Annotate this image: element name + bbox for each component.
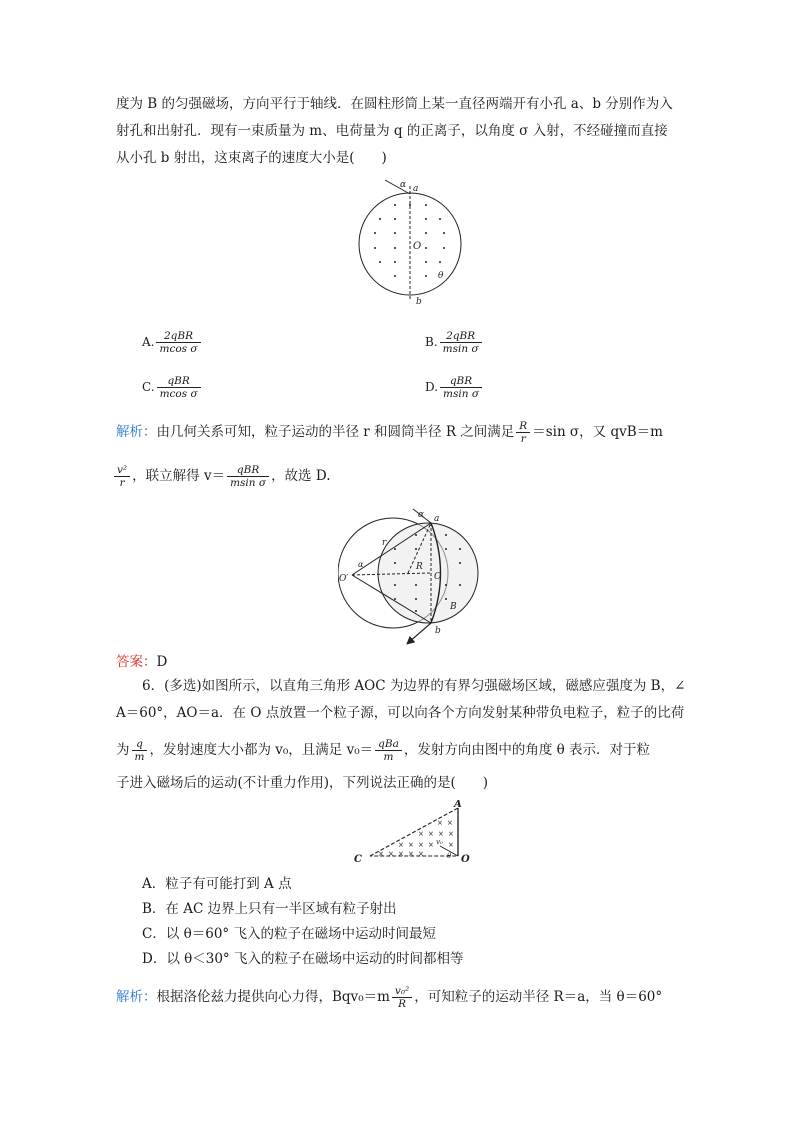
option-d: D. $\frac{\text{qBR}}{\text{msin σ}}$ xyxy=(425,375,484,400)
svg-text:×: × xyxy=(438,830,444,838)
label-r: r xyxy=(382,538,387,548)
option-a: A. $\frac{\text{2qBR}}{\text{mcos σ}}$ xyxy=(142,330,203,355)
answer-value: D xyxy=(156,654,168,670)
label-C: C xyxy=(354,854,362,865)
svg-text:×: × xyxy=(398,850,404,858)
q6-option-c: C．以 θ＝60° 飞入的粒子在磁场中运动时间最短 xyxy=(142,926,436,942)
svg-text:×: × xyxy=(408,841,414,849)
label-a: a xyxy=(413,184,419,194)
solution1-line-1: 解析：由几何关系可知，粒子运动的半径 r 和圆筒半径 R 之间满足 $\frac{R}{r}$ ＝sin σ，又 qvB＝m xyxy=(116,420,663,445)
figure-cylinder-cross-section xyxy=(340,172,480,312)
svg-text:×: × xyxy=(448,830,454,838)
label-R: R xyxy=(416,562,423,572)
label-theta: θ xyxy=(438,271,444,281)
question5-line-3: 从小孔 b 射出，这束离子的速度大小是( ) xyxy=(116,150,387,166)
solution-tag: 解析： xyxy=(116,424,157,440)
label-b: b xyxy=(416,297,422,307)
svg-text:×: × xyxy=(448,841,454,849)
svg-text:×: × xyxy=(447,819,453,827)
q6-option-b: B．在 AC 边界上只有一半区域有粒子射出 xyxy=(142,901,397,917)
label-o: O xyxy=(434,572,442,582)
label-b: b xyxy=(435,626,441,636)
svg-text:×: × xyxy=(418,850,424,858)
label-A: A xyxy=(454,800,462,810)
incident-ray xyxy=(385,180,410,194)
q6-option-d: D．以 θ＜30° 飞入的粒子在磁场中运动的时间都相等 xyxy=(142,951,464,967)
label-alpha-top: α xyxy=(418,510,425,520)
label-alpha: α xyxy=(400,180,407,190)
label-o: O xyxy=(413,241,422,252)
solution2-line-1: 解析：根据洛伦兹力提供向心力得，Bqv₀＝m $\frac{\text{v₀²}}{R}$ ，可知粒子的运动半径 R＝a，当 θ＝60° xyxy=(116,985,663,1010)
outgoing-ray xyxy=(408,623,431,643)
svg-text:×: × xyxy=(378,850,384,858)
option-b: B. $\frac{\text{2qBR}}{\text{msin σ}}$ xyxy=(425,330,484,355)
solution1-line-2: $\frac{\text{v²}}{r}$ ，联立解得 v＝ $\frac{\text{qBR}}{\text{msin σ}}$ ，故选 D. xyxy=(112,464,331,489)
svg-text:×: × xyxy=(428,841,434,849)
svg-text:×: × xyxy=(418,830,424,838)
svg-text:×: × xyxy=(418,841,424,849)
label-v0: v₀ xyxy=(436,838,443,846)
label-a: a xyxy=(434,514,440,524)
answer-tag: 答案： xyxy=(116,654,157,670)
question6-line-1: 6．(多选)如图所示，以直角三角形 AOC 为边界的有界匀强磁场区域，磁感应强度为 B，∠ xyxy=(142,678,686,694)
question6-line-2: A＝60°，AO＝a．在 O 点放置一个粒子源，可以向各个方向发射某种带负电粒子，粒子的比荷 xyxy=(116,705,685,721)
question5-line-2: 射孔和出射孔．现有一束质量为 m、电荷量为 q 的正离子，以角度 σ 入射，不经碰撞而直接 xyxy=(116,123,668,139)
question5-line-1: 度为 B 的匀强磁场，方向平行于轴线．在圆柱形筒上某一直径两端开有小孔 a、b 分别作为入 xyxy=(116,96,673,112)
label-theta: θ xyxy=(447,852,452,860)
label-B: B xyxy=(450,602,457,612)
q6-option-a: A．粒子有可能打到 A 点 xyxy=(142,876,292,892)
figure-triangle-aoc xyxy=(350,800,480,868)
svg-text:×: × xyxy=(428,830,434,838)
solution-tag: 解析： xyxy=(116,989,157,1005)
label-alpha-left: α xyxy=(358,560,364,569)
label-O: O xyxy=(461,854,470,865)
svg-text:×: × xyxy=(408,850,414,858)
label-o-prime: O′ xyxy=(339,574,349,584)
question6-line-3: 为 $\frac{q}{m}$ ，发射速度大小都为 v₀，且满足 v₀＝ $\frac{\text{qBa}}{m}$ ，发射方向由图中的角度 θ 表示．对于粒 xyxy=(116,738,651,763)
question6-line-4: 子进入磁场后的运动(不计重力作用)，下列说法正确的是( ) xyxy=(116,775,489,791)
answer1 xyxy=(116,652,167,672)
svg-text:×: × xyxy=(437,819,443,827)
option-c: C. $\frac{\text{qBR}}{\text{mcos σ}}$ xyxy=(142,375,203,400)
svg-text:×: × xyxy=(388,850,394,858)
figure-trajectory xyxy=(338,505,488,645)
svg-text:×: × xyxy=(398,841,404,849)
